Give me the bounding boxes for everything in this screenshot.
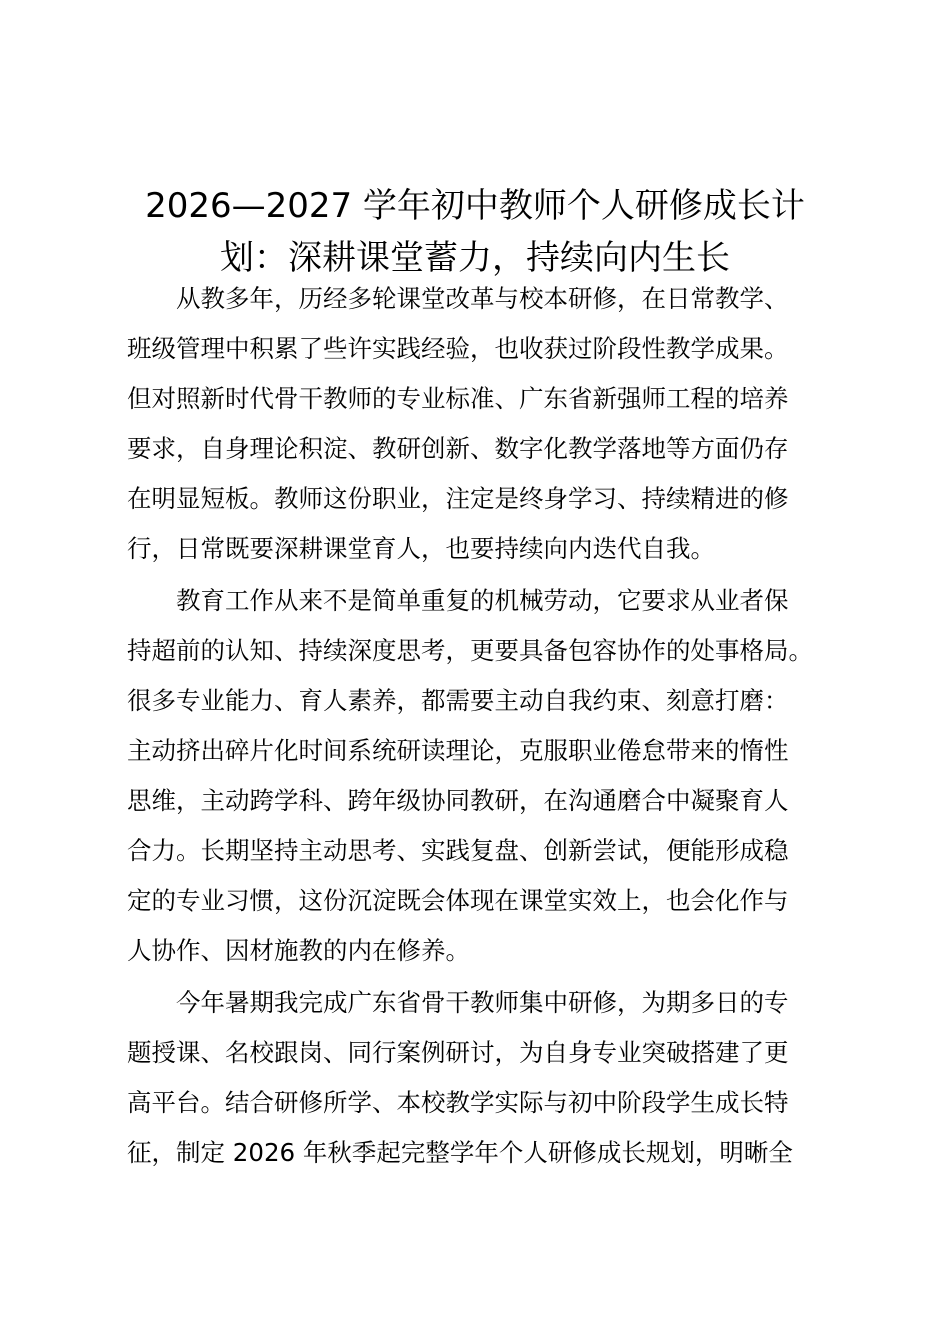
text-line: 主动挤出碎片化时间系统研读理论，克服职业倦怠带来的惰性 bbox=[127, 736, 789, 765]
paragraph bbox=[127, 576, 837, 976]
text-line: 在明显短板。教师这份职业，注定是终身学习、持续精进的修 bbox=[127, 484, 789, 513]
text-line: 高平台。结合研修所学、本校教学实际与初中阶段学生成长特 bbox=[127, 1088, 789, 1117]
text-line: 人协作、因材施教的内在修养。 bbox=[127, 936, 470, 965]
text-line: 班级管理中积累了些许实践经验，也收获过阶段性教学成果。 bbox=[127, 334, 789, 363]
document-title bbox=[120, 180, 830, 284]
text-line: 从教多年，历经多轮课堂改革与校本研修，在日常教学、 bbox=[127, 284, 789, 313]
text-line: 持超前的认知、持续深度思考，更要具备包容协作的处事格局。 bbox=[127, 636, 813, 665]
text-line: 但对照新时代骨干教师的专业标准、广东省新强师工程的培养 bbox=[127, 384, 789, 413]
text-line: 很多专业能力、育人素养，都需要主动自我约束、刻意打磨： bbox=[127, 686, 789, 715]
text-line: 行，日常既要深耕课堂育人，也要持续向内迭代自我。 bbox=[127, 534, 715, 563]
text-line: 思维，主动跨学科、跨年级协同教研，在沟通磨合中凝聚育人 bbox=[127, 786, 789, 815]
title-line: 划：深耕课堂蓄力，持续向内生长 bbox=[220, 238, 730, 278]
text-line: 定的专业习惯，这份沉淀既会体现在课堂实效上，也会化作与 bbox=[127, 886, 789, 915]
text-line: 今年暑期我完成广东省骨干教师集中研修，为期多日的专 bbox=[127, 988, 789, 1017]
text-line: 要求，自身理论积淀、教研创新、数字化教学落地等方面仍存 bbox=[127, 434, 789, 463]
text-line: 合力。长期坚持主动思考、实践复盘、创新尝试，便能形成稳 bbox=[127, 836, 789, 865]
title-line: 2026—2027 学年初中教师个人研修成长计 bbox=[145, 186, 805, 226]
text-line: 题授课、名校跟岗、同行案例研讨，为自身专业突破搭建了更 bbox=[127, 1038, 789, 1067]
paragraph bbox=[127, 978, 837, 1178]
document-body bbox=[127, 274, 837, 1178]
text-line: 教育工作从来不是简单重复的机械劳动，它要求从业者保 bbox=[127, 586, 789, 615]
paragraph bbox=[127, 274, 837, 574]
text-line: 征，制定 2026 年秋季起完整学年个人研修成长规划，明晰全 bbox=[127, 1138, 793, 1167]
